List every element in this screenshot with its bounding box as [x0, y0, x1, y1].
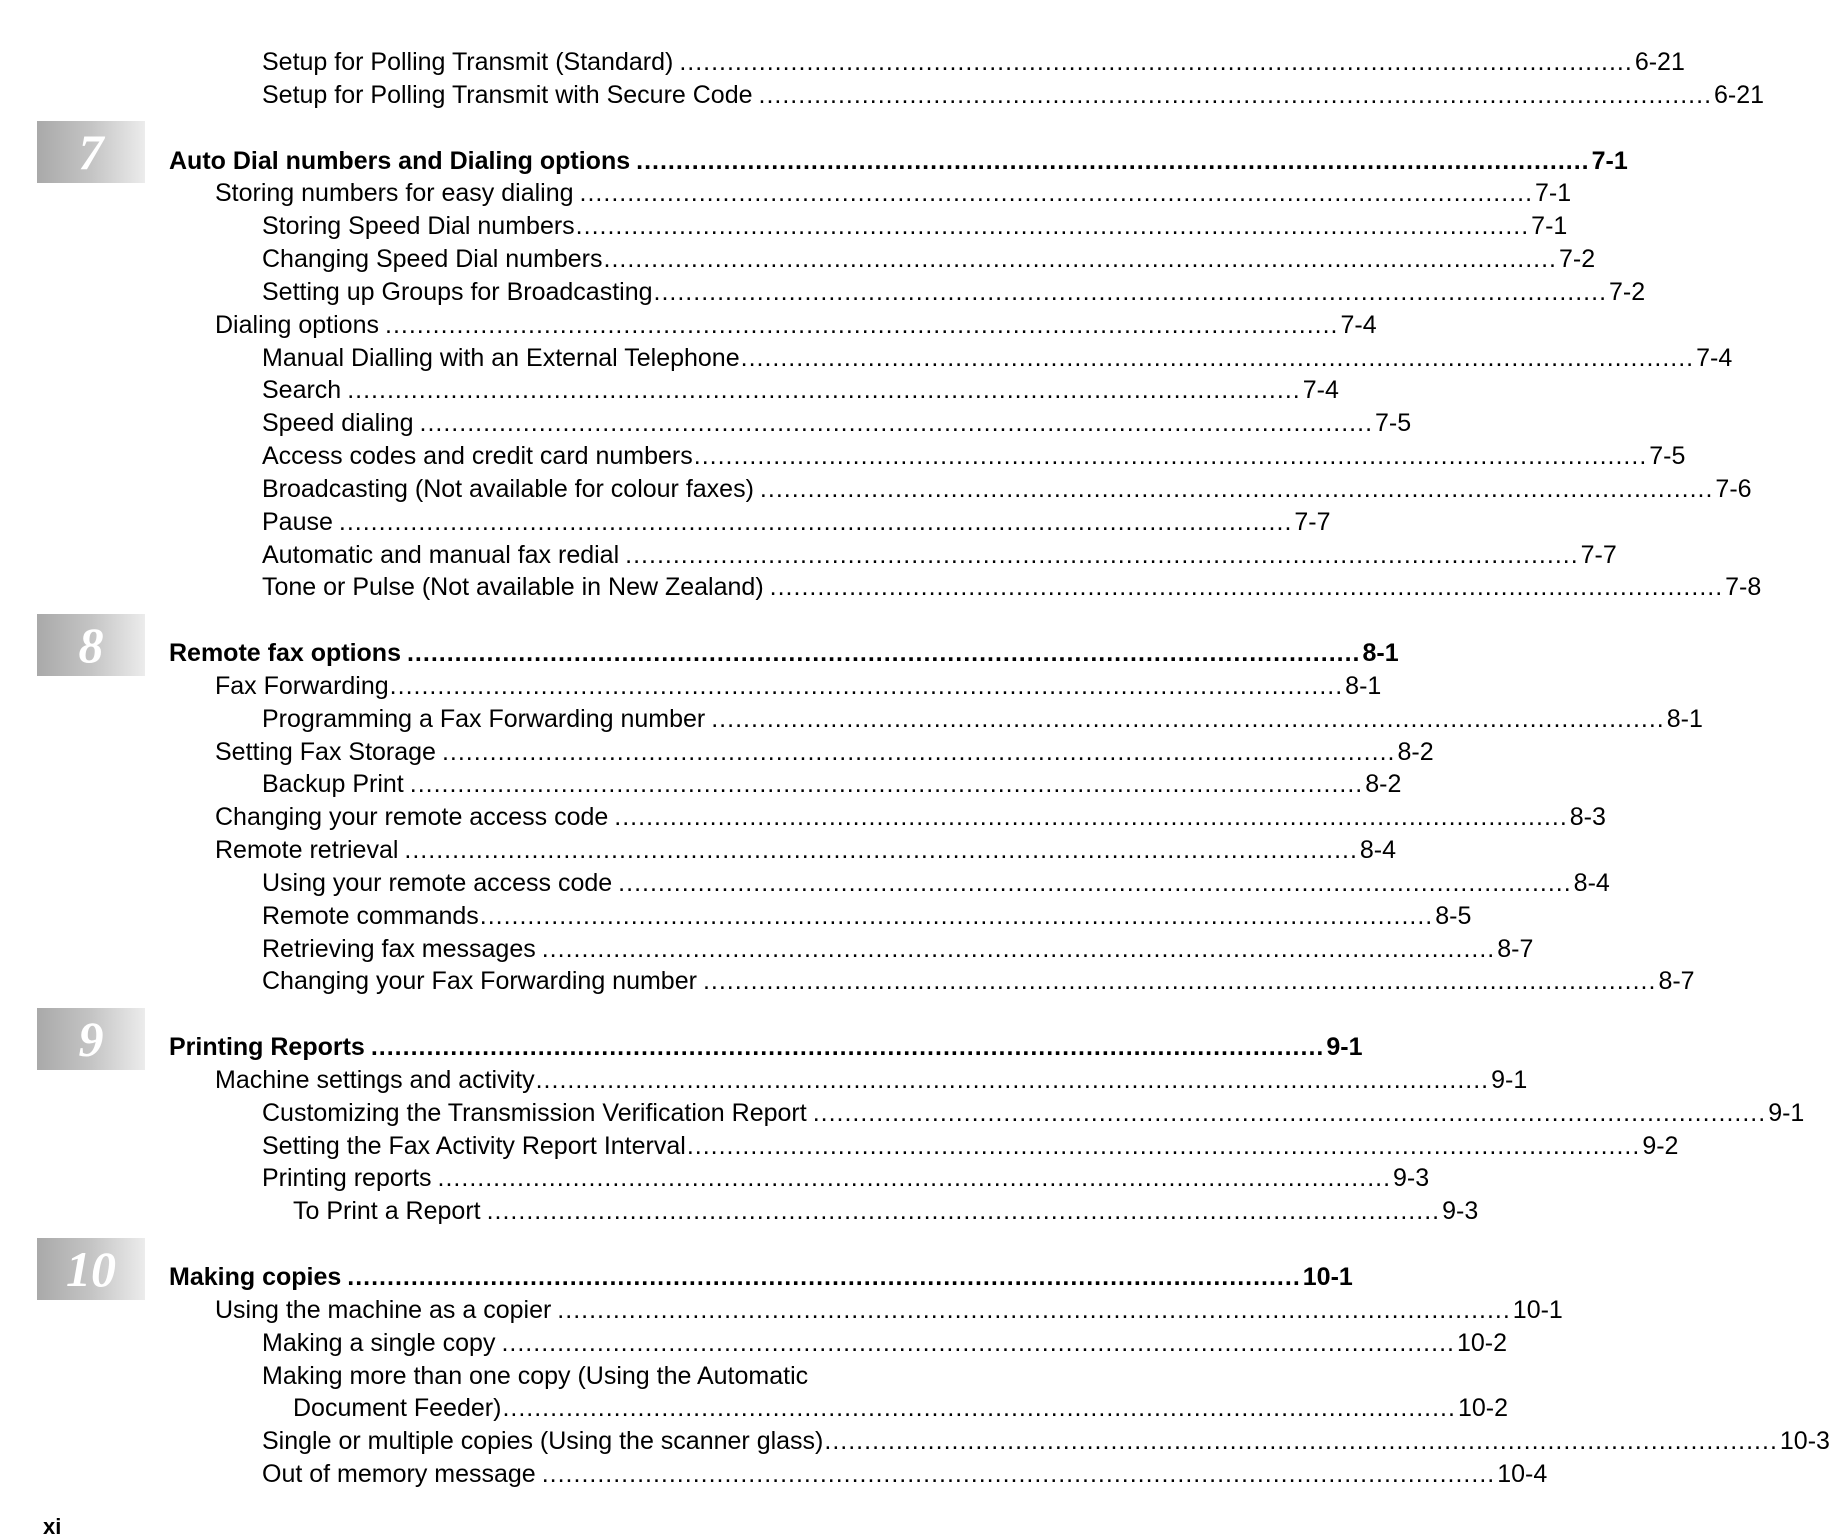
toc-entry-page: 7-7 [1580, 541, 1617, 569]
toc-entry-title: Storing numbers for easy dialing [215, 179, 574, 207]
toc-entry-page: 9-1 [1491, 1066, 1528, 1094]
chapter-7-heading[interactable] [169, 146, 1628, 176]
toc-entry-page: 8-5 [1435, 902, 1472, 930]
toc-entry-title: Remote fax options [169, 639, 401, 667]
dot-leader: ........................................................................................................................ [385, 311, 1339, 339]
toc-entry[interactable] [215, 310, 1377, 340]
toc-entry[interactable] [262, 1131, 1679, 1161]
chapter-8-heading[interactable] [169, 638, 1399, 668]
toc-entry[interactable] [262, 868, 1610, 898]
toc-entry-title: Tone or Pulse (Not available in New Zealand) [262, 573, 764, 601]
chapter-10-heading[interactable] [169, 1262, 1353, 1292]
toc-entry-page: 8-1 [1362, 639, 1399, 667]
dot-leader: ........................................................................................................................ [347, 1263, 1301, 1291]
toc-entry-title: Customizing the Transmission Verification Report [262, 1099, 807, 1127]
toc-entry-page: 10-1 [1302, 1263, 1353, 1291]
toc-entry[interactable] [215, 1295, 1563, 1325]
dot-leader: ........................................................................................................................ [759, 475, 1714, 503]
toc-entry-page: 6-21 [1634, 48, 1685, 76]
toc-entry-title: Changing Speed Dial numbers [262, 245, 603, 273]
toc-entry[interactable] [262, 1163, 1430, 1193]
toc-entry-title: Setting Fax Storage [215, 738, 436, 766]
toc-entry[interactable] [262, 47, 1685, 77]
toc-entry-title: Speed dialing [262, 409, 414, 437]
dot-leader: ........................................................................................................................ [541, 1460, 1496, 1488]
toc-entry-page: 7-1 [1535, 179, 1572, 207]
toc-entry-title-line2: Document Feeder) [293, 1394, 502, 1422]
dot-leader: ........................................................................................................................ [603, 245, 1557, 273]
toc-entry-page: 8-7 [1658, 967, 1695, 995]
dot-leader: ........................................................................................................................ [686, 1132, 1641, 1160]
toc-entry-title: Printing Reports [169, 1033, 365, 1061]
toc-entry[interactable] [262, 244, 1596, 274]
toc-entry-title: Fax Forwarding [215, 672, 389, 700]
toc-entry-page: 8-1 [1666, 705, 1703, 733]
toc-entry-title: Auto Dial numbers and Dialing options [169, 147, 631, 175]
toc-entry-title: Using your remote access code [262, 869, 613, 897]
toc-entry[interactable] [262, 540, 1617, 570]
toc-entry-title: Setting up Groups for Broadcasting [262, 278, 653, 306]
toc-entry-title: Dialing options [215, 311, 379, 339]
toc-entry-title: Single or multiple copies (Using the scanner glass) [262, 1427, 824, 1455]
toc-entry[interactable] [262, 474, 1752, 504]
toc-entry[interactable] [262, 507, 1331, 537]
toc-entry-title: Printing reports [262, 1164, 432, 1192]
toc-entry-title: Setup for Polling Transmit (Standard) [262, 48, 674, 76]
dot-leader: ........................................................................................................................ [579, 179, 1534, 207]
toc-entry-page: 7-4 [1696, 344, 1733, 372]
toc-entry[interactable] [262, 1098, 1805, 1128]
chapter-8-badge: 8 [37, 614, 145, 676]
toc-entry[interactable] [293, 1393, 1508, 1423]
toc-entry-title: Using the machine as a copier [215, 1296, 552, 1324]
toc-entry-page: 8-2 [1397, 738, 1434, 766]
toc-entry-page: 7-8 [1725, 573, 1762, 601]
toc-entry-title: Machine settings and activity [215, 1066, 535, 1094]
toc-entry-title: Access codes and credit card numbers [262, 442, 693, 470]
toc-entry-page: 9-3 [1442, 1197, 1479, 1225]
dot-leader: ........................................................................................................................ [389, 672, 1344, 700]
toc-entry-page: 8-1 [1345, 672, 1382, 700]
toc-entry-page: 8-3 [1569, 803, 1606, 831]
toc-entry-page: 8-4 [1359, 836, 1397, 864]
toc-entry[interactable] [262, 966, 1695, 996]
toc-entry-page: 10-1 [1512, 1296, 1563, 1324]
toc-entry-title: Storing Speed Dial numbers [262, 212, 575, 240]
dot-leader: ........................................................................................................................ [419, 409, 1374, 437]
toc-entry-title: Making a single copy [262, 1329, 496, 1357]
toc-entry-title: Broadcasting (Not available for colour faxes) [262, 475, 754, 503]
toc-entry-title: Making copies [169, 1263, 342, 1291]
toc-entry-page: 9-2 [1642, 1132, 1679, 1160]
toc-entry[interactable] [262, 408, 1412, 438]
toc-entry-title: Retrieving fax messages [262, 935, 536, 963]
dot-leader: ........................................................................................................................ [502, 1394, 1456, 1422]
toc-entry-page: 7-1 [1531, 212, 1568, 240]
toc-entry[interactable] [215, 802, 1606, 832]
toc-entry[interactable] [215, 178, 1572, 208]
toc-entry-title: Out of memory message [262, 1460, 536, 1488]
toc-entry[interactable] [262, 1459, 1548, 1489]
dot-leader: ........................................................................................................................ [758, 81, 1713, 109]
toc-entry-page: 9-1 [1768, 1099, 1805, 1127]
toc-entry[interactable] [215, 737, 1434, 767]
toc-entry-page: 8-4 [1573, 869, 1610, 897]
page-number: xi [43, 1514, 62, 1539]
toc-entry-page: 8-7 [1497, 935, 1534, 963]
dot-leader: ........................................................................................................................ [769, 573, 1724, 601]
dot-leader: ........................................................................................................................ [535, 1066, 1490, 1094]
toc-entry[interactable] [262, 901, 1472, 931]
toc-entry-page: 9-3 [1393, 1164, 1430, 1192]
toc-entry-title: Manual Dialling with an External Telephone [262, 344, 740, 372]
toc-entry-title: Setting the Fax Activity Report Interval [262, 1132, 686, 1160]
toc-entry-title: Backup Print [262, 770, 404, 798]
dot-leader: ........................................................................................................................ [338, 508, 1293, 536]
dot-leader: ........................................................................................................................ [404, 836, 1358, 864]
toc-entry[interactable] [262, 769, 1402, 799]
toc-entry[interactable] [215, 671, 1382, 701]
chapter-9-heading[interactable] [169, 1032, 1363, 1062]
dot-leader: ........................................................................................................................ [711, 705, 1665, 733]
toc-entry[interactable] [262, 277, 1646, 307]
chapter-9-badge: 9 [37, 1008, 145, 1070]
toc-entry[interactable] [262, 211, 1568, 241]
dot-leader: ........................................................................................................................ [618, 869, 1572, 897]
toc-entry[interactable] [262, 1328, 1508, 1358]
dot-leader: ........................................................................................................................ [370, 1033, 1325, 1061]
toc-entry-page: 7-5 [1649, 442, 1686, 470]
toc-entry-page: 7-5 [1375, 409, 1412, 437]
toc-entry-page: 10-2 [1456, 1329, 1508, 1357]
dot-leader: ........................................................................................................................ [501, 1329, 1455, 1357]
dot-leader: ........................................................................................................................ [486, 1197, 1441, 1225]
dot-leader: ........................................................................................................................ [614, 803, 1568, 831]
toc-entry-page: 7-7 [1294, 508, 1331, 536]
dot-leader: ........................................................................................................................ [679, 48, 1633, 76]
dot-leader: ........................................................................................................................ [812, 1099, 1767, 1127]
toc-entry-page: 6-21 [1714, 81, 1765, 109]
toc-entry-page: 9-1 [1326, 1033, 1363, 1061]
toc-entry-page: 8-2 [1365, 770, 1402, 798]
toc-entry[interactable] [262, 572, 1762, 602]
toc-entry-page: 10-3 [1779, 1427, 1830, 1455]
toc-entry-page: 7-6 [1715, 475, 1752, 503]
toc-entry[interactable] [215, 835, 1397, 865]
toc-entry-page: 10-2 [1457, 1394, 1508, 1422]
toc-entry-page: 7-1 [1591, 147, 1628, 175]
dot-leader: ........................................................................................................................ [557, 1296, 1511, 1324]
dot-leader: ........................................................................................................................ [653, 278, 1608, 306]
dot-leader: ........................................................................................................................ [541, 935, 1496, 963]
toc-entry-page: 7-2 [1559, 245, 1596, 273]
toc-entry-title: Remote commands [262, 902, 479, 930]
dot-leader: ........................................................................................................................ [347, 376, 1301, 404]
dot-leader: ........................................................................................................................ [437, 1164, 1392, 1192]
toc-entry-page: 7-4 [1340, 311, 1377, 339]
chapter-7-badge: 7 [37, 121, 145, 183]
dot-leader: ........................................................................................................................ [824, 1427, 1778, 1455]
dot-leader: ........................................................................................................................ [409, 770, 1364, 798]
dot-leader: ........................................................................................................................ [575, 212, 1530, 240]
toc-entry-title: Changing your remote access code [215, 803, 609, 831]
dot-leader: ........................................................................................................................ [702, 967, 1657, 995]
toc-entry-title: Remote retrieval [215, 836, 399, 864]
toc-entry[interactable] [262, 375, 1339, 405]
toc-entry-title: Pause [262, 508, 333, 536]
toc-entry-page: 10-4 [1497, 1460, 1548, 1488]
chapter-10-badge: 10 [37, 1238, 145, 1300]
toc-entry[interactable] [262, 441, 1686, 471]
toc-entry-title: Search [262, 376, 342, 404]
toc-entry[interactable] [262, 934, 1534, 964]
dot-leader: ........................................................................................................................ [740, 344, 1695, 372]
dot-leader: ........................................................................................................................ [479, 902, 1434, 930]
dot-leader: ........................................................................................................................ [625, 541, 1579, 569]
toc-entry-title: To Print a Report [293, 1197, 481, 1225]
dot-leader: ........................................................................................................................ [636, 147, 1590, 175]
toc-entry-page: 7-4 [1302, 376, 1339, 404]
toc-entry-title-line1[interactable]: Making more than one copy (Using the Automatic [262, 1362, 809, 1390]
toc-entry[interactable] [262, 704, 1703, 734]
dot-leader: ........................................................................................................................ [441, 738, 1396, 766]
toc-entry-title: Automatic and manual fax redial [262, 541, 620, 569]
toc-entry[interactable] [262, 1426, 1830, 1456]
toc-entry[interactable] [262, 343, 1733, 373]
toc-entry-page: 7-2 [1609, 278, 1646, 306]
toc-entry[interactable] [293, 1196, 1479, 1226]
toc-entry-title: Setup for Polling Transmit with Secure Code [262, 81, 753, 109]
dot-leader: ........................................................................................................................ [693, 442, 1648, 470]
toc-entry[interactable] [262, 80, 1765, 110]
toc-entry-title: Changing your Fax Forwarding number [262, 967, 697, 995]
toc-entry-title: Programming a Fax Forwarding number [262, 705, 706, 733]
dot-leader: ........................................................................................................................ [406, 639, 1361, 667]
toc-entry[interactable] [215, 1065, 1528, 1095]
